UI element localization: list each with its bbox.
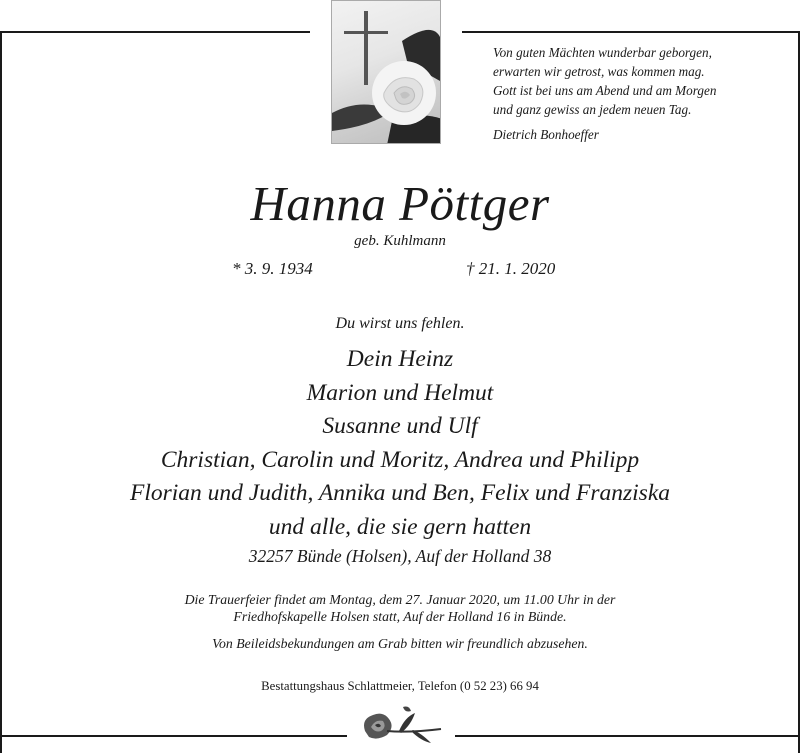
family-line: Marion und Helmut: [306, 379, 494, 406]
frame-bottom-right-line: [455, 735, 800, 737]
quote-block: [493, 43, 793, 144]
address: 32257 Bünde (Holsen), Auf der Holland 38: [248, 546, 552, 566]
funeral-notice: [0, 591, 800, 625]
frame-bottom-left-line: [0, 735, 347, 737]
frame-top-right-line: [462, 31, 800, 33]
family-line: Florian und Judith, Annika und Ben, Felix und Franziska: [130, 480, 670, 506]
quote-line: Von guten Mächten wunderbar geborgen,: [493, 45, 712, 60]
quote-line: Gott ist bei uns am Abend und am Morgen: [493, 83, 717, 98]
quote-line: und ganz gewiss an jedem neuen Tag.: [493, 102, 692, 117]
farewell-text: Du wirst uns fehlen.: [335, 315, 465, 332]
frame-top-left-line: [0, 31, 310, 33]
birth-date: * 3. 9. 1934: [232, 259, 313, 278]
family-list: [0, 343, 800, 544]
death-date: † 21. 1. 2020: [466, 259, 556, 278]
condolence-notice: Von Beileidsbekundungen am Grab bitten wir freundlich abzusehen.: [212, 636, 588, 651]
family-line: Christian, Carolin und Moritz, Andrea und Philipp: [160, 446, 640, 473]
family-line: Dein Heinz: [346, 346, 454, 372]
family-line: Susanne und Ulf: [322, 413, 478, 439]
undertaker-info: Bestattungshaus Schlattmeier, Telefon (0 52 23) 66 94: [261, 679, 539, 693]
family-line: und alle, die sie gern hatten: [268, 513, 532, 540]
rose-icon: [357, 703, 447, 753]
birth-name: geb. Kuhlmann: [354, 233, 446, 249]
quote-author: Dietrich Bonhoeffer: [493, 127, 599, 142]
deceased-name: Hanna Pöttger: [250, 176, 550, 231]
cross-and-rose-photo: [331, 0, 441, 144]
funeral-notice-line: Friedhofskapelle Holsen statt, Auf der Holland 16 in Bünde.: [233, 609, 567, 624]
funeral-notice-line: Die Trauerfeier findet am Montag, dem 27. Januar 2020, um 11.00 Uhr in der: [184, 592, 616, 607]
quote-line: erwarten wir getrost, was kommen mag.: [493, 64, 705, 79]
cross-icon: [332, 1, 441, 144]
